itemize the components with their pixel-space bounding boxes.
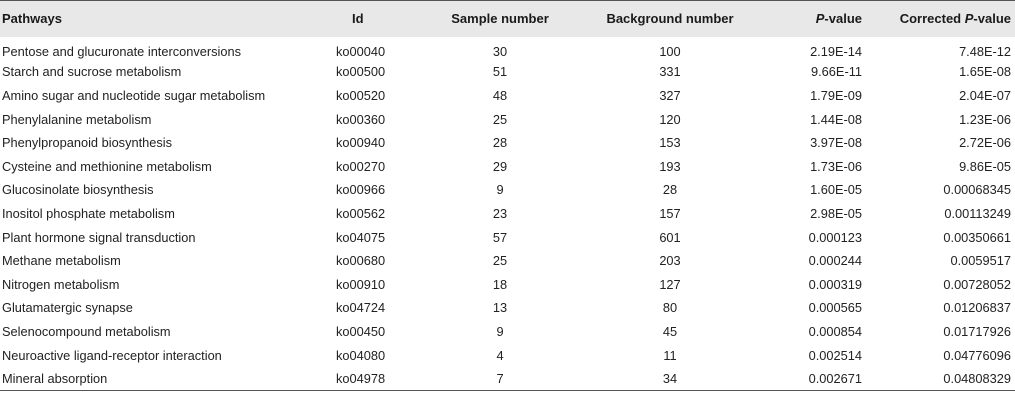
cell-id: ko00500 (336, 64, 386, 80)
cell-corrected-pvalue: 1.65E-08 (959, 64, 1011, 80)
cell-corrected-pvalue: 1.23E-06 (959, 111, 1011, 127)
cell-pvalue: 0.000244 (808, 253, 862, 269)
cell-pathway: Glucosinolate biosynthesis (2, 182, 154, 198)
cell-background-number: 601 (659, 229, 681, 245)
cell-sample-number: 57 (492, 229, 508, 245)
cell-pathway: Neuroactive ligand-receptor interaction (2, 347, 222, 363)
cell-pathway: Mineral absorption (2, 370, 108, 386)
cell-corrected-pvalue: 0.04808329 (943, 370, 1011, 386)
cell-background-number: 11 (663, 347, 677, 363)
cell-pvalue: 0.002514 (808, 347, 862, 363)
cell-background-number: 331 (659, 64, 681, 80)
cell-corrected-pvalue: 0.00728052 (943, 276, 1011, 292)
header-pvalue-italic: P (815, 11, 825, 27)
header-corrected-prefix: Corrected (899, 11, 965, 27)
cell-pvalue: 0.000123 (808, 229, 862, 245)
cell-id: ko00940 (336, 135, 386, 151)
cell-id: ko04978 (336, 370, 386, 386)
cell-pathway: Amino sugar and nucleotide sugar metabolism (2, 87, 266, 103)
cell-sample-number: 30 (492, 43, 508, 59)
cell-pathway: Selenocompound metabolism (2, 323, 171, 339)
cell-background-number: 34 (662, 370, 678, 386)
table-row (0, 202, 1015, 226)
cell-sample-number: 23 (492, 205, 508, 221)
cell-sample-number: 13 (492, 300, 508, 316)
cell-pvalue: 1.44E-08 (810, 111, 862, 127)
cell-corrected-pvalue: 0.00350661 (943, 229, 1011, 245)
cell-sample-number: 4 (496, 347, 504, 363)
cell-background-number: 28 (662, 182, 678, 198)
cell-corrected-pvalue: 0.01206837 (943, 300, 1011, 316)
table-row (0, 60, 1015, 84)
table-row (0, 84, 1015, 108)
header-sample-number: Sample number (451, 11, 549, 27)
header-id-label: Id (352, 11, 364, 27)
table-row (0, 154, 1015, 178)
cell-pvalue: 1.60E-05 (810, 182, 862, 198)
cell-corrected-pvalue: 0.01717926 (943, 323, 1011, 339)
table-row (0, 367, 1015, 391)
cell-pvalue: 2.98E-05 (810, 205, 862, 221)
table-row (0, 178, 1015, 202)
header-background-number: Background number (606, 11, 734, 27)
table-row (0, 37, 1015, 61)
cell-id: ko04080 (336, 347, 386, 363)
cell-sample-number: 29 (492, 158, 508, 174)
cell-id: ko00450 (336, 323, 386, 339)
header-pathways: Pathways (2, 11, 62, 27)
table-row (0, 107, 1015, 131)
cell-sample-number: 9 (496, 182, 504, 198)
cell-pathway: Starch and sucrose metabolism (2, 64, 182, 80)
cell-background-number: 80 (662, 300, 678, 316)
cell-background-number: 203 (659, 253, 681, 269)
cell-pvalue: 0.000565 (808, 300, 862, 316)
table-row (0, 225, 1015, 249)
cell-pathway: Phenylalanine metabolism (2, 111, 152, 127)
header-pvalue-rest: -value (824, 11, 862, 27)
cell-pathway: Nitrogen metabolism (2, 276, 120, 292)
cell-id: ko00040 (336, 43, 386, 59)
cell-sample-number: 28 (492, 135, 508, 151)
cell-id: ko00966 (336, 182, 386, 198)
cell-background-number: 127 (659, 276, 681, 292)
cell-pathway: Glutamatergic synapse (2, 300, 133, 316)
cell-pathway: Cysteine and methionine metabolism (2, 158, 212, 174)
cell-id: ko00270 (336, 158, 386, 174)
cell-sample-number: 25 (492, 111, 508, 127)
cell-pvalue: 3.97E-08 (810, 135, 862, 151)
cell-pvalue: 2.19E-14 (810, 43, 862, 59)
header-pvalue (765, 1, 870, 37)
cell-background-number: 193 (659, 158, 681, 174)
cell-sample-number: 9 (496, 323, 504, 339)
cell-corrected-pvalue: 7.48E-12 (959, 43, 1011, 59)
cell-corrected-pvalue: 0.04776096 (943, 347, 1011, 363)
cell-corrected-pvalue: 0.00068345 (943, 182, 1011, 198)
cell-pathway: Phenylpropanoid biosynthesis (2, 135, 173, 151)
table-row (0, 249, 1015, 273)
cell-pvalue: 0.000854 (808, 323, 862, 339)
table-row (0, 296, 1015, 320)
cell-id: ko00910 (336, 276, 386, 292)
cell-corrected-pvalue: 2.72E-06 (959, 135, 1011, 151)
cell-background-number: 157 (659, 205, 681, 221)
cell-pathway: Methane metabolism (2, 253, 121, 269)
cell-pathway: Pentose and glucuronate interconversions (2, 43, 242, 59)
cell-sample-number: 48 (492, 87, 508, 103)
cell-background-number: 45 (662, 323, 678, 339)
cell-sample-number: 25 (492, 253, 508, 269)
cell-id: ko00680 (336, 253, 386, 269)
cell-background-number: 153 (659, 135, 681, 151)
table-header (0, 1, 1015, 37)
header-corrected-rest: -value (973, 11, 1011, 27)
cell-sample-number: 7 (496, 370, 504, 386)
cell-corrected-pvalue: 0.0059517 (950, 253, 1011, 269)
cell-id: ko00360 (336, 111, 386, 127)
cell-id: ko00520 (336, 87, 386, 103)
cell-pvalue: 1.73E-06 (810, 158, 862, 174)
cell-pathway: Plant hormone signal transduction (2, 229, 196, 245)
cell-pvalue: 0.002671 (808, 370, 862, 386)
cell-corrected-pvalue: 0.00113249 (944, 205, 1011, 221)
table-row (0, 343, 1015, 367)
cell-pvalue: 1.79E-09 (810, 87, 862, 103)
cell-id: ko04724 (336, 300, 386, 316)
cell-sample-number: 18 (492, 276, 508, 292)
cell-sample-number: 51 (492, 64, 508, 80)
cell-background-number: 327 (659, 87, 681, 103)
table-row (0, 272, 1015, 296)
cell-background-number: 120 (659, 111, 681, 127)
header-corrected-italic: P (964, 11, 974, 27)
cell-pathway: Inositol phosphate metabolism (2, 205, 175, 221)
table-row (0, 320, 1015, 344)
cell-pvalue: 9.66E-11 (811, 64, 862, 80)
header-id (330, 1, 425, 37)
cell-corrected-pvalue: 2.04E-07 (959, 87, 1011, 103)
cell-background-number: 100 (659, 43, 681, 59)
table-body (0, 37, 1015, 391)
cell-pvalue: 0.000319 (808, 276, 862, 292)
table-row (0, 131, 1015, 155)
header-corrected-pvalue (870, 1, 1015, 37)
cell-corrected-pvalue: 9.86E-05 (959, 158, 1011, 174)
cell-id: ko00562 (336, 205, 386, 221)
header-row (0, 1, 1015, 37)
cell-id: ko04075 (336, 229, 386, 245)
